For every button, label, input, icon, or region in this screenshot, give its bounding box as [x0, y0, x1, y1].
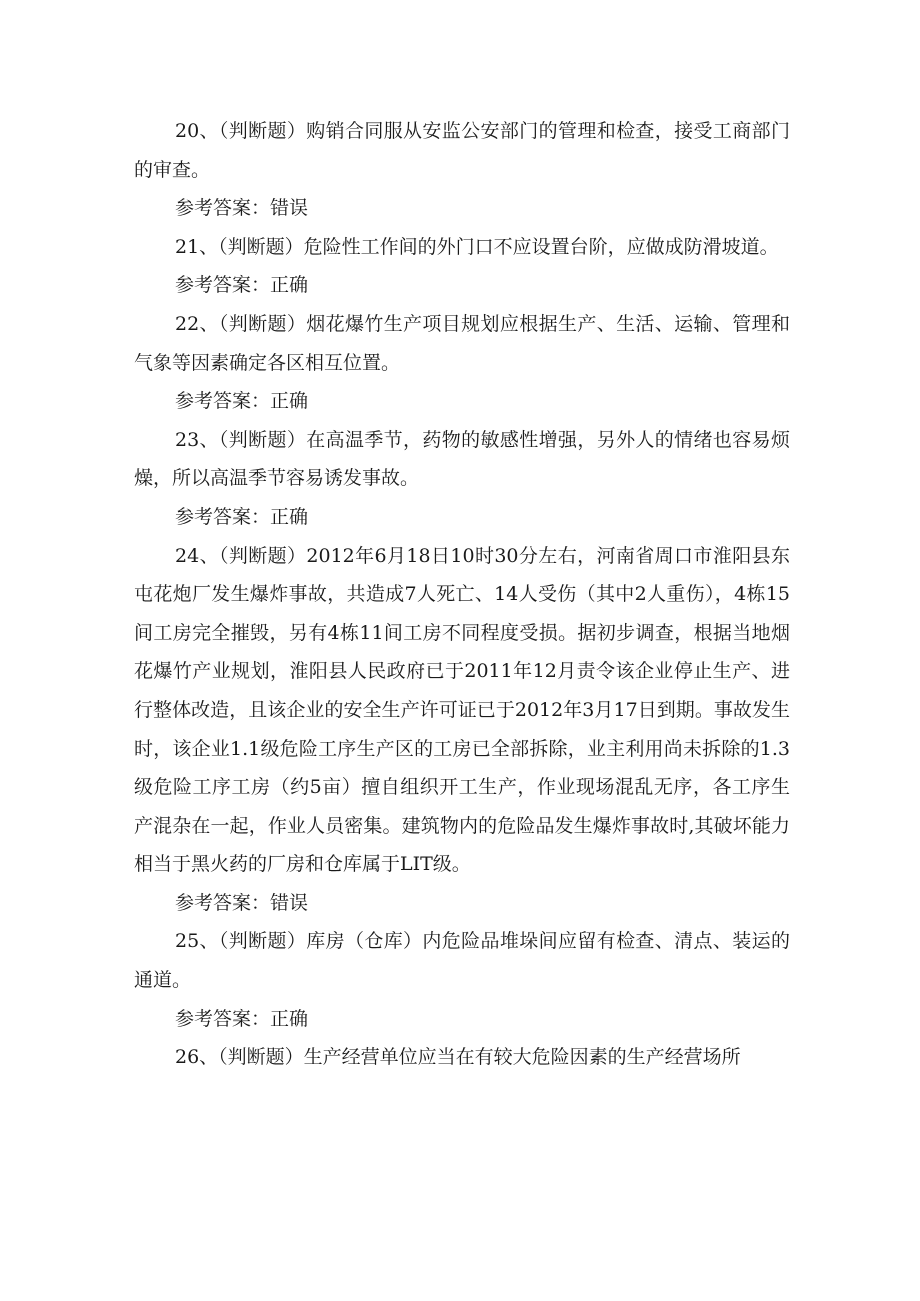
question-24-answer: 参考答案：错误	[175, 891, 309, 914]
question-20-answer: 参考答案：错误	[175, 197, 309, 220]
question-26-text: 26、（判断题）生产经营单位应当在有较大危险因素的生产经营场所	[175, 1046, 741, 1069]
question-25-answer: 参考答案：正确	[175, 1007, 309, 1030]
question-21-answer: 参考答案：正确	[175, 274, 309, 297]
question-20-text: 20、（判断题）购销合同服从安监公安部门的管理和检查，接受工商部门的审查。	[134, 120, 790, 181]
question-22-answer: 参考答案：正确	[175, 390, 309, 413]
question-25-text: 25、（判断题）库房（仓库）内危险品堆垛间应留有检查、清点、装运的通道。	[134, 930, 790, 992]
question-22-text: 22、（判断题）烟花爆竹生产项目规划应根据生产、生活、运输、管理和气象等因素确定各区相互位置。	[134, 312, 790, 374]
question-24-text: 24、（判断题）2012年6月18日10时30分左右，河南省周口市淮阳县东屯花炮厂发生爆炸事故，共造成7人死亡、14人受伤（其中2人重伤），4栋15间工房完全摧毁，另有4栋11间工房不同程度受损。据初步调查，根据当地烟花爆竹产业规划，淮阳县人民政府已于2011年12月责令该企业停止生产、进行整体改造，且该企业的安全生产许可证已于2012年3月17日到期。事故发生时，该企业1.1级危险工序生产区的工房已全部拆除，业主利用尚未拆除的1.3级危险工序工房（约5亩）擅自组织开工生产，作业现场混乱无序，各工序生产混杂在一起，作业人员密集。建筑物内的危险品发生爆炸事故时,其破坏能力相当于黑火药的厂房和仓库属于LIT级。	[134, 544, 790, 876]
question-21-text: 21、（判断题）危险性工作间的外门口不应设置台阶，应做成防滑坡道。	[175, 235, 779, 258]
document-body	[134, 112, 790, 1077]
question-23-answer: 参考答案：正确	[175, 505, 309, 528]
question-23-text: 23、（判断题）在高温季节，药物的敏感性增强，另外人的情绪也容易烦燥，所以高温季节容易诱发事故。	[134, 428, 790, 490]
